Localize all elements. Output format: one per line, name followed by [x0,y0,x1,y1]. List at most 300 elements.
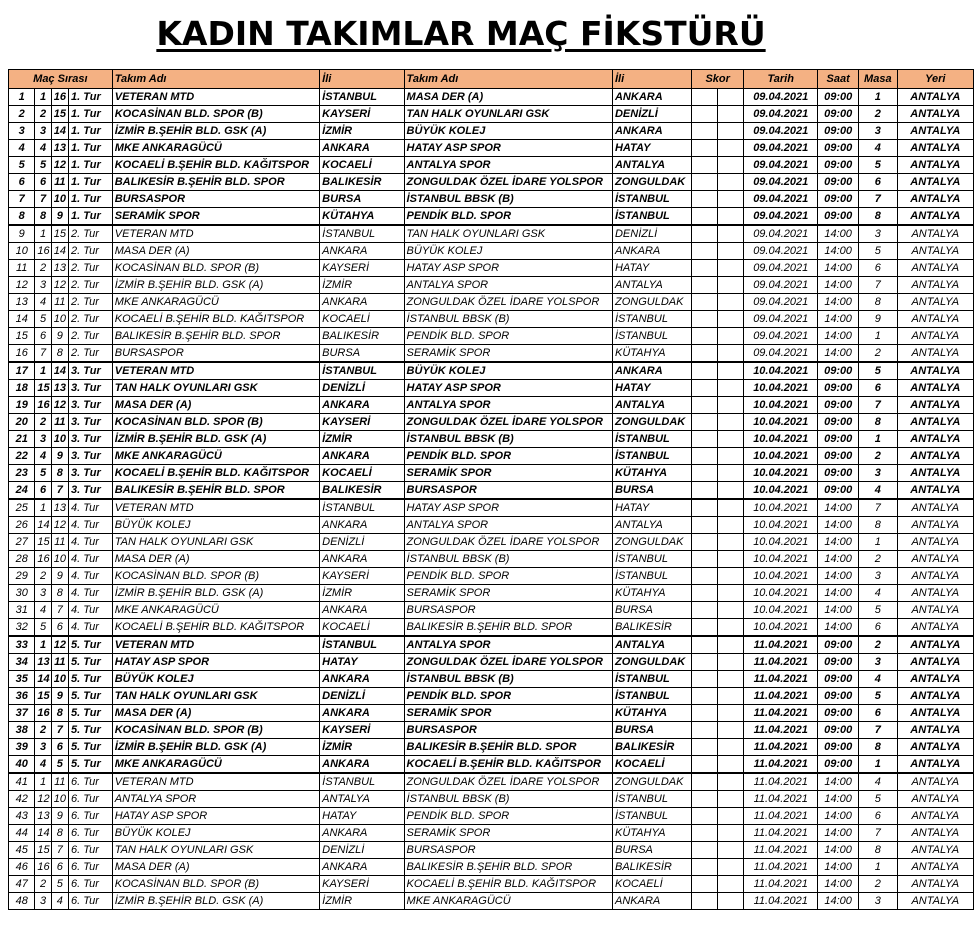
score-1-cell [692,842,717,859]
match-time-cell: 09:00 [818,671,859,688]
match-date-cell: 10.04.2021 [744,465,818,482]
match-number-cell: 30 [9,585,35,602]
score-1-cell [692,397,717,414]
table-number-cell: 7 [859,191,898,208]
round-cell: 2. Tur [68,277,112,294]
match-date-cell: 11.04.2021 [744,893,818,910]
match-number-cell: 41 [9,773,35,791]
match-date-cell: 11.04.2021 [744,688,818,705]
score-1-cell [692,431,717,448]
team-2-name-cell: KOCAELİ B.ŞEHİR BLD. KAĞITSPOR [404,876,612,893]
table-row [9,705,974,722]
table-row [9,311,974,328]
match-time-cell: 14:00 [818,568,859,585]
team-1-city-cell: İZMİR [320,123,404,140]
team-1-name-cell: VETERAN MTD [112,89,319,106]
round-cell: 6. Tur [68,791,112,808]
team-1-city-cell: KAYSERİ [320,414,404,431]
match-number-cell: 14 [9,311,35,328]
match-time-cell: 09:00 [818,208,859,226]
venue-cell: ANTALYA [897,380,973,397]
match-date-cell: 09.04.2021 [744,106,818,123]
team-1-city-cell: ANKARA [320,756,404,774]
table-number-cell: 1 [859,89,898,106]
score-1-cell [692,825,717,842]
table-number-cell: 6 [859,174,898,191]
score-1-cell [692,174,717,191]
score-2-cell [717,89,743,106]
score-2-cell [717,140,743,157]
match-time-cell: 14:00 [818,294,859,311]
team-1-name-cell: KOCASİNAN BLD. SPOR (B) [112,722,319,739]
team-2-city-cell: BURSA [612,842,691,859]
score-2-cell [717,123,743,140]
match-number-cell: 26 [9,517,35,534]
venue-cell: ANTALYA [897,123,973,140]
team-1-name-cell: MKE ANKARAGÜCÜ [112,448,319,465]
score-2-cell [717,893,743,910]
score-1-cell [692,414,717,431]
team-2-city-cell: İSTANBUL [612,311,691,328]
team-1-city-cell: İSTANBUL [320,773,404,791]
team-1-name-cell: TAN HALK OYUNLARI GSK [112,688,319,705]
seed-b-cell: 12 [51,157,68,174]
team-2-city-cell: İSTANBUL [612,208,691,226]
match-date-cell: 11.04.2021 [744,654,818,671]
seed-a-cell: 7 [35,345,51,363]
team-1-city-cell: ANKARA [320,602,404,619]
match-number-cell: 44 [9,825,35,842]
score-1-cell [692,89,717,106]
table-number-cell: 3 [859,654,898,671]
match-date-cell: 09.04.2021 [744,157,818,174]
round-cell: 1. Tur [68,208,112,226]
venue-cell: ANTALYA [897,739,973,756]
team-1-name-cell: MKE ANKARAGÜCÜ [112,140,319,157]
table-number-cell: 3 [859,123,898,140]
score-2-cell [717,414,743,431]
team-2-name-cell: HATAY ASP SPOR [404,140,612,157]
table-number-cell: 7 [859,825,898,842]
team-2-name-cell: ZONGULDAK ÖZEL İDARE YOLSPOR [404,294,612,311]
score-2-cell [717,431,743,448]
team-2-name-cell: ANTALYA SPOR [404,277,612,294]
seed-a-cell: 8 [35,208,51,226]
table-row [9,859,974,876]
team-2-city-cell: BALIKESİR [612,859,691,876]
table-number-cell: 3 [859,893,898,910]
team-2-name-cell: HATAY ASP SPOR [404,260,612,277]
match-date-cell: 09.04.2021 [744,345,818,363]
match-time-cell: 14:00 [818,773,859,791]
table-number-cell: 5 [859,791,898,808]
table-number-cell: 6 [859,380,898,397]
match-number-cell: 12 [9,277,35,294]
seed-a-cell: 2 [35,722,51,739]
team-2-name-cell: PENDİK BLD. SPOR [404,448,612,465]
venue-cell: ANTALYA [897,791,973,808]
match-number-cell: 27 [9,534,35,551]
match-time-cell: 14:00 [818,585,859,602]
team-2-name-cell: BÜYÜK KOLEJ [404,123,612,140]
match-date-cell: 11.04.2021 [744,773,818,791]
match-time-cell: 09:00 [818,688,859,705]
seed-b-cell: 10 [51,791,68,808]
match-time-cell: 09:00 [818,380,859,397]
match-number-cell: 23 [9,465,35,482]
team-2-name-cell: ZONGULDAK ÖZEL İDARE YOLSPOR [404,654,612,671]
score-2-cell [717,482,743,500]
match-date-cell: 09.04.2021 [744,311,818,328]
round-cell: 6. Tur [68,808,112,825]
score-1-cell [692,808,717,825]
match-date-cell: 09.04.2021 [744,89,818,106]
venue-cell: ANTALYA [897,654,973,671]
score-1-cell [692,859,717,876]
seed-a-cell: 3 [35,431,51,448]
table-row [9,106,974,123]
team-1-city-cell: HATAY [320,808,404,825]
round-cell: 2. Tur [68,328,112,345]
team-1-name-cell: BURSASPOR [112,345,319,363]
venue-cell: ANTALYA [897,688,973,705]
round-cell: 2. Tur [68,243,112,260]
team-1-name-cell: TAN HALK OYUNLARI GSK [112,380,319,397]
match-time-cell: 14:00 [818,791,859,808]
table-row [9,174,974,191]
team-2-city-cell: ANTALYA [612,636,691,654]
team-2-name-cell: ANTALYA SPOR [404,636,612,654]
score-2-cell [717,517,743,534]
table-row [9,619,974,637]
table-row [9,380,974,397]
venue-cell: ANTALYA [897,225,973,243]
match-number-cell: 16 [9,345,35,363]
team-1-city-cell: ANTALYA [320,791,404,808]
seed-a-cell: 14 [35,671,51,688]
match-time-cell: 14:00 [818,551,859,568]
team-2-city-cell: KOCAELİ [612,756,691,774]
seed-a-cell: 1 [35,225,51,243]
score-1-cell [692,448,717,465]
team-2-name-cell: ANTALYA SPOR [404,157,612,174]
header-masa: Masa [859,70,898,89]
team-1-city-cell: DENİZLİ [320,534,404,551]
round-cell: 1. Tur [68,106,112,123]
table-number-cell: 1 [859,328,898,345]
team-1-city-cell: KÜTAHYA [320,208,404,226]
team-2-name-cell: HATAY ASP SPOR [404,380,612,397]
team-2-name-cell: ZONGULDAK ÖZEL İDARE YOLSPOR [404,174,612,191]
round-cell: 1. Tur [68,89,112,106]
match-date-cell: 11.04.2021 [744,825,818,842]
match-number-cell: 15 [9,328,35,345]
table-row [9,688,974,705]
seed-b-cell: 14 [51,362,68,380]
match-time-cell: 09:00 [818,705,859,722]
table-number-cell: 7 [859,397,898,414]
match-date-cell: 09.04.2021 [744,123,818,140]
seed-b-cell: 6 [51,619,68,637]
seed-b-cell: 5 [51,876,68,893]
seed-b-cell: 9 [51,208,68,226]
venue-cell: ANTALYA [897,345,973,363]
score-2-cell [717,688,743,705]
team-1-city-cell: ANKARA [320,551,404,568]
match-date-cell: 09.04.2021 [744,328,818,345]
team-2-name-cell: ZONGULDAK ÖZEL İDARE YOLSPOR [404,773,612,791]
table-row [9,191,974,208]
score-2-cell [717,294,743,311]
table-row [9,722,974,739]
seed-a-cell: 16 [35,397,51,414]
match-number-cell: 36 [9,688,35,705]
team-1-name-cell: MASA DER (A) [112,397,319,414]
team-2-city-cell: BALIKESİR [612,619,691,637]
round-cell: 4. Tur [68,551,112,568]
match-number-cell: 28 [9,551,35,568]
team-1-name-cell: İZMİR B.ŞEHİR BLD. GSK (A) [112,431,319,448]
seed-a-cell: 5 [35,465,51,482]
match-date-cell: 09.04.2021 [744,191,818,208]
team-2-city-cell: KÜTAHYA [612,345,691,363]
team-1-name-cell: BÜYÜK KOLEJ [112,671,319,688]
team-1-city-cell: KOCAELİ [320,311,404,328]
round-cell: 4. Tur [68,534,112,551]
venue-cell: ANTALYA [897,636,973,654]
match-number-cell: 1 [9,89,35,106]
score-1-cell [692,705,717,722]
team-2-city-cell: İSTANBUL [612,448,691,465]
team-2-name-cell: HATAY ASP SPOR [404,499,612,517]
table-row [9,585,974,602]
table-number-cell: 8 [859,842,898,859]
team-1-name-cell: MKE ANKARAGÜCÜ [112,602,319,619]
match-date-cell: 09.04.2021 [744,277,818,294]
venue-cell: ANTALYA [897,465,973,482]
score-1-cell [692,294,717,311]
venue-cell: ANTALYA [897,842,973,859]
match-time-cell: 09:00 [818,157,859,174]
seed-b-cell: 7 [51,602,68,619]
team-2-name-cell: İSTANBUL BBSK (B) [404,671,612,688]
table-number-cell: 7 [859,499,898,517]
score-1-cell [692,260,717,277]
score-1-cell [692,619,717,637]
match-date-cell: 10.04.2021 [744,619,818,637]
team-2-name-cell: İSTANBUL BBSK (B) [404,431,612,448]
team-1-city-cell: ANKARA [320,448,404,465]
match-time-cell: 09:00 [818,174,859,191]
team-2-name-cell: BURSASPOR [404,722,612,739]
score-2-cell [717,174,743,191]
score-2-cell [717,345,743,363]
seed-b-cell: 7 [51,842,68,859]
seed-a-cell: 16 [35,551,51,568]
team-2-name-cell: SERAMİK SPOR [404,585,612,602]
match-time-cell: 09:00 [818,191,859,208]
score-2-cell [717,602,743,619]
score-2-cell [717,157,743,174]
round-cell: 5. Tur [68,654,112,671]
score-1-cell [692,585,717,602]
venue-cell: ANTALYA [897,89,973,106]
table-number-cell: 5 [859,688,898,705]
match-date-cell: 11.04.2021 [744,808,818,825]
venue-cell: ANTALYA [897,328,973,345]
venue-cell: ANTALYA [897,208,973,226]
match-time-cell: 09:00 [818,722,859,739]
table-number-cell: 3 [859,568,898,585]
team-1-city-cell: KOCAELİ [320,465,404,482]
seed-a-cell: 16 [35,243,51,260]
team-1-name-cell: BALIKESİR B.ŞEHİR BLD. SPOR [112,174,319,191]
seed-a-cell: 1 [35,89,51,106]
table-row [9,791,974,808]
table-row [9,260,974,277]
table-number-cell: 2 [859,636,898,654]
match-number-cell: 19 [9,397,35,414]
match-number-cell: 34 [9,654,35,671]
round-cell: 6. Tur [68,859,112,876]
score-2-cell [717,499,743,517]
round-cell: 3. Tur [68,465,112,482]
fixture-table [8,69,974,910]
team-2-name-cell: SERAMİK SPOR [404,705,612,722]
table-row [9,89,974,106]
page-title-text: KADIN TAKIMLAR MAÇ FİKSTÜRÜ [156,14,766,53]
venue-cell: ANTALYA [897,551,973,568]
team-1-name-cell: MKE ANKARAGÜCÜ [112,294,319,311]
seed-b-cell: 13 [51,380,68,397]
table-number-cell: 8 [859,208,898,226]
round-cell: 4. Tur [68,585,112,602]
team-2-city-cell: KÜTAHYA [612,825,691,842]
match-number-cell: 5 [9,157,35,174]
team-1-name-cell: İZMİR B.ŞEHİR BLD. GSK (A) [112,277,319,294]
match-time-cell: 14:00 [818,808,859,825]
team-1-name-cell: BALIKESİR B.ŞEHİR BLD. SPOR [112,482,319,500]
match-date-cell: 11.04.2021 [744,671,818,688]
team-2-name-cell: SERAMİK SPOR [404,465,612,482]
match-time-cell: 14:00 [818,842,859,859]
match-date-cell: 11.04.2021 [744,842,818,859]
score-2-cell [717,311,743,328]
venue-cell: ANTALYA [897,602,973,619]
round-cell: 1. Tur [68,157,112,174]
team-2-name-cell: KOCAELİ B.ŞEHİR BLD. KAĞITSPOR [404,756,612,774]
team-1-name-cell: KOCAELİ B.ŞEHİR BLD. KAĞITSPOR [112,465,319,482]
score-2-cell [717,465,743,482]
seed-b-cell: 8 [51,825,68,842]
venue-cell: ANTALYA [897,191,973,208]
match-time-cell: 14:00 [818,225,859,243]
seed-b-cell: 11 [51,654,68,671]
team-2-name-cell: SERAMİK SPOR [404,345,612,363]
team-2-city-cell: BURSA [612,602,691,619]
venue-cell: ANTALYA [897,260,973,277]
score-1-cell [692,671,717,688]
venue-cell: ANTALYA [897,294,973,311]
team-2-name-cell: BÜYÜK KOLEJ [404,362,612,380]
table-number-cell: 2 [859,876,898,893]
match-time-cell: 14:00 [818,534,859,551]
team-2-name-cell: ANTALYA SPOR [404,397,612,414]
round-cell: 3. Tur [68,448,112,465]
venue-cell: ANTALYA [897,808,973,825]
match-date-cell: 09.04.2021 [744,140,818,157]
match-date-cell: 11.04.2021 [744,859,818,876]
team-2-name-cell: TAN HALK OYUNLARI GSK [404,225,612,243]
seed-b-cell: 16 [51,89,68,106]
match-date-cell: 10.04.2021 [744,534,818,551]
score-2-cell [717,636,743,654]
venue-cell: ANTALYA [897,140,973,157]
table-number-cell: 6 [859,260,898,277]
table-number-cell: 4 [859,482,898,500]
score-1-cell [692,534,717,551]
score-2-cell [717,277,743,294]
match-number-cell: 29 [9,568,35,585]
seed-b-cell: 9 [51,568,68,585]
seed-a-cell: 5 [35,157,51,174]
seed-a-cell: 3 [35,893,51,910]
match-date-cell: 10.04.2021 [744,482,818,500]
team-1-city-cell: İZMİR [320,431,404,448]
team-2-city-cell: ZONGULDAK [612,654,691,671]
score-1-cell [692,876,717,893]
seed-a-cell: 16 [35,705,51,722]
team-1-city-cell: BURSA [320,191,404,208]
table-number-cell: 1 [859,756,898,774]
match-date-cell: 10.04.2021 [744,448,818,465]
team-1-city-cell: İSTANBUL [320,362,404,380]
team-2-city-cell: İSTANBUL [612,688,691,705]
score-2-cell [717,585,743,602]
team-1-city-cell: KAYSERİ [320,722,404,739]
match-date-cell: 10.04.2021 [744,499,818,517]
score-1-cell [692,277,717,294]
team-2-city-cell: İSTANBUL [612,568,691,585]
team-1-city-cell: İSTANBUL [320,499,404,517]
score-2-cell [717,739,743,756]
match-number-cell: 4 [9,140,35,157]
team-1-city-cell: ANKARA [320,397,404,414]
team-2-city-cell: KÜTAHYA [612,705,691,722]
table-row [9,157,974,174]
score-2-cell [717,808,743,825]
seed-b-cell: 12 [51,517,68,534]
score-2-cell [717,208,743,226]
score-2-cell [717,243,743,260]
round-cell: 6. Tur [68,842,112,859]
seed-b-cell: 14 [51,243,68,260]
match-number-cell: 25 [9,499,35,517]
header-tarih: Tarih [744,70,818,89]
team-1-name-cell: VETERAN MTD [112,773,319,791]
seed-b-cell: 10 [51,311,68,328]
venue-cell: ANTALYA [897,859,973,876]
score-2-cell [717,448,743,465]
table-row [9,825,974,842]
score-1-cell [692,140,717,157]
round-cell: 3. Tur [68,362,112,380]
match-date-cell: 10.04.2021 [744,380,818,397]
team-1-city-cell: ANKARA [320,294,404,311]
venue-cell: ANTALYA [897,773,973,791]
score-1-cell [692,568,717,585]
venue-cell: ANTALYA [897,157,973,174]
